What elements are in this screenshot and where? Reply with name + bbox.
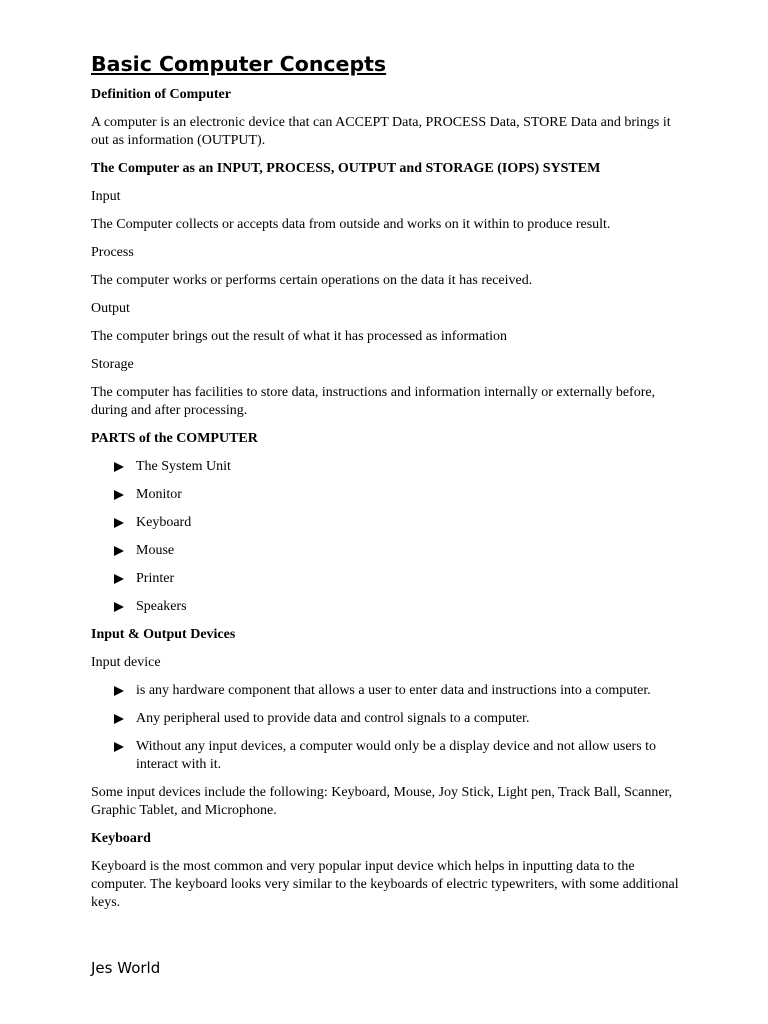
- iops-heading: The Computer as an INPUT, PROCESS, OUTPUT and STORAGE (IOPS) SYSTEM: [91, 161, 601, 176]
- list-item-text: Without any input devices, a computer would only be a display device and not allow users to interact with it.: [136, 739, 657, 772]
- page-footer: Jes World: [91, 959, 161, 977]
- input-paragraph: The Computer collects or accepts data from outside and works on it within to produce result.: [91, 217, 611, 232]
- list-item-text: Mouse: [136, 543, 175, 558]
- list-item: [91, 514, 681, 532]
- process-label: Process: [91, 245, 134, 260]
- triangle-bullet-icon: [114, 602, 124, 612]
- process-paragraph: The computer works or performs certain operations on the data it has received.: [91, 273, 533, 288]
- definition-heading: Definition of Computer: [91, 87, 231, 102]
- list-item: [91, 458, 681, 476]
- triangle-bullet-icon: [114, 462, 124, 472]
- storage-label: Storage: [91, 357, 134, 372]
- triangle-bullet-icon: [114, 518, 124, 528]
- list-item-text: Monitor: [136, 487, 182, 502]
- list-item-text: Keyboard: [136, 515, 192, 530]
- keyboard-heading: Keyboard: [91, 831, 151, 846]
- list-item-text: The System Unit: [136, 459, 231, 474]
- list-item-text: is any hardware component that allows a user to enter data and instructions into a computer.: [136, 683, 651, 698]
- list-item-text: Any peripheral used to provide data and control signals to a computer.: [136, 711, 530, 726]
- input-examples-paragraph: Some input devices include the following: Keyboard, Mouse, Joy Stick, Light pen, Track Ball, Scanner, Graphic Tablet, and Microphone.: [91, 785, 673, 818]
- input-label: Input: [91, 189, 121, 204]
- triangle-bullet-icon: [114, 686, 124, 696]
- triangle-bullet-icon: [114, 546, 124, 556]
- list-item-text: Printer: [136, 571, 175, 586]
- output-paragraph: The computer brings out the result of what it has processed as information: [91, 329, 508, 344]
- list-item: [91, 738, 681, 774]
- list-item-text: Speakers: [136, 599, 187, 614]
- parts-list: [91, 458, 681, 616]
- input-device-label: Input device: [91, 655, 161, 670]
- triangle-bullet-icon: [114, 490, 124, 500]
- list-item: [91, 486, 681, 504]
- triangle-bullet-icon: [114, 714, 124, 724]
- list-item: [91, 710, 681, 728]
- storage-paragraph: The computer has facilities to store data, instructions and information internally or externally before, during and after processing.: [91, 385, 656, 418]
- document-title: Basic Computer Concepts: [91, 52, 387, 76]
- input-device-list: [91, 682, 681, 774]
- io-heading: Input & Output Devices: [91, 627, 236, 642]
- parts-heading: PARTS of the COMPUTER: [91, 431, 258, 446]
- definition-paragraph: A computer is an electronic device that can ACCEPT Data, PROCESS Data, STORE Data and brings it out as information (OUTPUT).: [91, 115, 671, 148]
- triangle-bullet-icon: [114, 574, 124, 584]
- list-item: [91, 598, 681, 616]
- list-item: [91, 682, 681, 700]
- list-item: [91, 542, 681, 560]
- keyboard-paragraph: Keyboard is the most common and very popular input device which helps in inputting data to the computer. The keyboard looks very similar to the keyboards of electric typewriters, with some additional keys.: [91, 859, 679, 910]
- list-item: [91, 570, 681, 588]
- output-label: Output: [91, 301, 130, 316]
- triangle-bullet-icon: [114, 742, 124, 752]
- document-page: [91, 50, 681, 922]
